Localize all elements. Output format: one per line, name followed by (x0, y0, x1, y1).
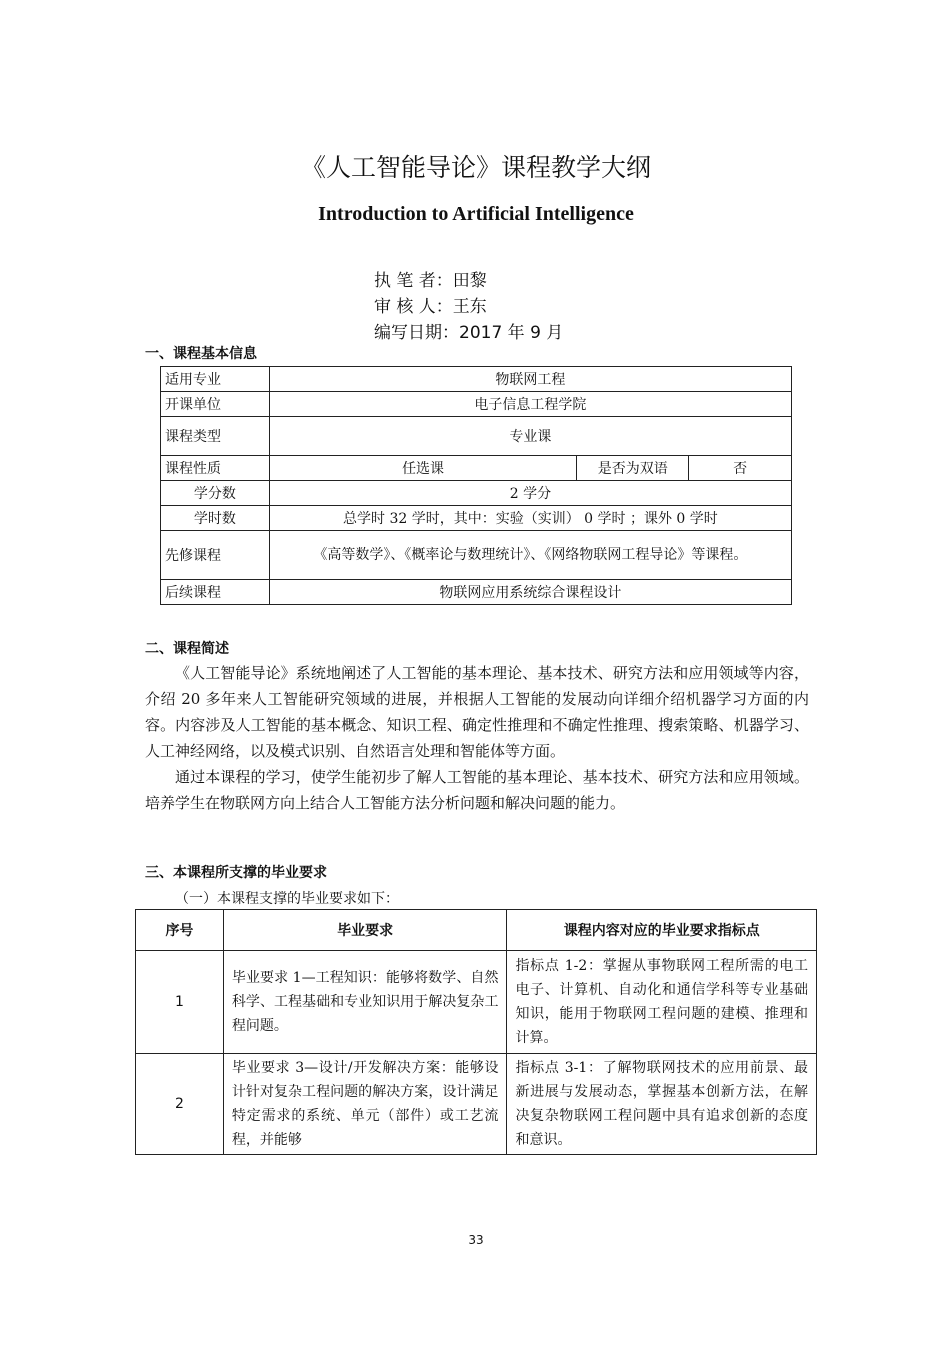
table-row (161, 367, 792, 392)
hours-label: 学时数 (161, 506, 270, 531)
page-number: 33 (468, 1233, 484, 1247)
section2-heading: 二、课程简述 (145, 641, 229, 657)
header-no: 序号 (136, 910, 224, 951)
prereq-label: 先修课程 (161, 531, 270, 580)
header-requirement: 毕业要求 (223, 910, 507, 951)
follow-value: 物联网应用系统综合课程设计 (269, 580, 791, 605)
row-requirement: 毕业要求 1—工程知识：能够将数学、自然科学、工程基础和专业知识用于解决复杂工程问题。 (223, 951, 507, 1054)
type-label: 课程类型 (161, 417, 270, 456)
table-row (161, 456, 792, 481)
row-no: 2 (136, 1054, 224, 1155)
table-row (161, 506, 792, 531)
row-indicator: 指标点 1-2：掌握从事物联网工程所需的电工电子、计算机、自动化和通信学科等专业基础知识，能用于物联网工程问题的建模、推理和计算。 (507, 951, 817, 1054)
table-row (136, 951, 817, 1054)
unit-value: 电子信息工程学院 (269, 392, 791, 417)
nature-value: 任选课 (269, 456, 576, 481)
table-row (161, 580, 792, 605)
table-row (161, 392, 792, 417)
course-info-table (160, 366, 792, 605)
section3-subheading: （一）本课程支撑的毕业要求如下： (175, 891, 399, 907)
bilingual-value: 否 (689, 456, 792, 481)
table-row (161, 417, 792, 456)
row-indicator: 指标点 3-1：了解物联网技术的应用前景、最新进展与发展动态，掌握基本创新方法，在解决复杂物联网工程问题中具有追求创新的态度和意识。 (507, 1054, 817, 1155)
nature-label: 课程性质 (161, 456, 270, 481)
section1-heading: 一、课程基本信息 (145, 346, 257, 362)
author-line: 执 笔 者：田黎 (374, 271, 487, 291)
credit-value: 2 学分 (269, 481, 791, 506)
major-value: 物联网工程 (269, 367, 791, 392)
follow-label: 后续课程 (161, 580, 270, 605)
major-label: 适用专业 (161, 367, 270, 392)
requirements-table (135, 909, 817, 1155)
table-row (161, 531, 792, 580)
reviewer-line: 审 核 人：王东 (374, 297, 487, 317)
hours-value: 总学时 32 学时，其中：实验（实训） 0 学时 ；课外 0 学时 (269, 506, 791, 531)
unit-label: 开课单位 (161, 392, 270, 417)
credit-label: 学分数 (161, 481, 270, 506)
table-header-row (136, 910, 817, 951)
row-requirement: 毕业要求 3—设计/开发解决方案：能够设计针对复杂工程问题的解决方案，设计满足特定需求的系统、单元（部件）或工艺流程，并能够 (223, 1054, 507, 1155)
summary-paragraph-1: 《人工智能导论》系统地阐述了人工智能的基本理论、基本技术、研究方法和应用领域等内容，介绍 20 多年来人工智能研究领域的进展，并根据人工智能的发展动向详细介绍机器学习方面的内容。内容涉及人工智能的基本概念、知识工程、确定性推理和不确定性推理、搜索策略、机器学习、人工神经网络，以及模式识别、自然语言处理和智能体等方面。 (145, 664, 809, 760)
summary-paragraph-2: 通过本课程的学习，使学生能初步了解人工智能的基本理论、基本技术、研究方法和应用领域。培养学生在物联网方向上结合人工智能方法分析问题和解决问题的能力。 (145, 768, 809, 812)
course-summary (145, 660, 809, 816)
bilingual-label: 是否为双语 (577, 456, 689, 481)
type-value: 专业课 (269, 417, 791, 456)
page-title: 《人工智能导论》课程教学大纲 (300, 153, 651, 182)
page-subtitle: Introduction to Artificial Intelligence (318, 203, 634, 225)
row-no: 1 (136, 951, 224, 1054)
prereq-value: 《高等数学》、《概率论与数理统计》、《网络物联网工程导论》等课程。 (269, 531, 791, 580)
table-row (161, 481, 792, 506)
section3-heading: 三、本课程所支撑的毕业要求 (145, 865, 327, 881)
table-row (136, 1054, 817, 1155)
date-line: 编写日期：2017 年 9 月 (374, 323, 564, 343)
header-indicator: 课程内容对应的毕业要求指标点 (507, 910, 817, 951)
